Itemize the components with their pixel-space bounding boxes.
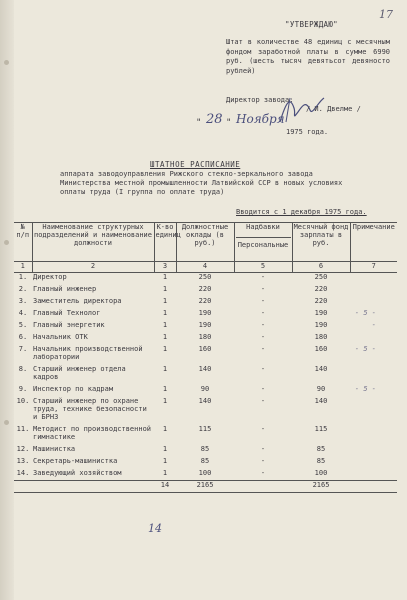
row-note-mark: - 5 - [354,308,376,317]
director-name: / И. Двелме / [306,105,361,113]
column-number: 7 [350,262,397,273]
row-count: 1 [162,296,168,305]
row-position: Инспектор по кадрам [33,384,114,393]
row-count: 1 [162,456,168,465]
header-index: № п/п [14,223,32,262]
row-salary: 220 [198,296,212,305]
row-bonus: - [260,284,266,293]
row-note-mark [350,457,377,469]
table-row [14,285,397,297]
table-row [14,345,397,365]
column-number: 4 [176,262,234,273]
punch-hole [4,60,9,65]
row-position: Главный инженер [33,284,97,293]
row-position: Заведующий хозяйством [33,468,122,477]
row-salary: 190 [198,320,212,329]
row-fund: 85 [316,456,326,465]
row-salary: 190 [198,308,212,317]
row-index: 9. [18,384,28,393]
row-position: Главный энергетик [33,320,105,329]
row-position: Главный Технолог [33,308,101,317]
row-salary: 220 [198,284,212,293]
row-position: Заместитель директора [33,296,122,305]
row-note-mark [350,297,377,309]
table-row [14,457,397,469]
row-salary: 85 [200,444,210,453]
handwritten-mark: 14 [148,522,162,535]
row-index: 4. [18,308,28,317]
row-count: 1 [162,273,168,281]
row-bonus: - [260,456,266,465]
document-title: ШТАТНОЕ РАСПИСАНИЕ [150,160,241,169]
row-fund: 250 [314,273,328,281]
row-note-mark: - 5 - [354,384,376,393]
table-row [14,385,397,397]
row-bonus: - [260,444,266,453]
row-fund: 220 [314,296,328,305]
column-number: 1 [14,262,32,273]
row-fund: 140 [314,364,328,373]
row-bonus: - [260,424,266,433]
header-fund: Месячный фонд зарплаты в руб. [292,223,350,262]
row-index: 5. [18,320,28,329]
row-index: 11. [16,424,30,433]
total-fund: 2165 [292,481,350,493]
folio-number: 17 [379,8,393,21]
row-index: 7. [18,344,28,353]
binding-strip [0,0,14,600]
row-count: 1 [162,384,168,393]
row-note-mark [350,365,377,385]
row-fund: 180 [314,332,328,341]
row-bonus: - [260,344,266,353]
staff-table [14,222,397,493]
document-subtitle: аппарата заводоуправления Рижского стекло-зеркального завода Министерства местной промышленности Латвийской ССР в новых условиях оплаты труда (I группа по оплате труда) [60,170,343,196]
row-index: 13. [16,456,30,465]
header-bonus-sub: Персональные [236,237,291,249]
row-position: Директор [33,273,67,281]
quote-mark: " [226,118,232,128]
approval-title: "УТВЕРЖДАЮ" [285,20,338,29]
table-row [14,469,397,481]
row-position: Машинистка [33,444,76,453]
row-index: 14. [16,468,30,477]
quote-mark: " [196,118,202,128]
row-index: 12. [16,444,30,453]
row-salary: 250 [198,273,212,281]
row-salary: 180 [198,332,212,341]
row-position: Старший инженер по охране труда, технике безопасности и БРНЗ [33,396,147,421]
row-note-mark [350,425,377,445]
total-count: 14 [154,481,176,493]
table-row [14,273,397,285]
total-row [14,481,397,493]
row-count: 1 [162,284,168,293]
row-index: 3. [18,296,28,305]
director-label: Директор завода: [226,96,294,104]
row-fund: 140 [314,396,328,405]
row-index: 10. [16,396,30,405]
date-month: Ноября [236,112,285,126]
row-fund: 115 [314,424,328,433]
table-row [14,309,397,321]
table-row [14,397,397,425]
row-salary: 115 [198,424,212,433]
row-note-mark: - 5 - [354,344,376,353]
row-count: 1 [162,468,168,477]
row-index: 6. [18,332,28,341]
table-row [14,445,397,457]
column-number: 6 [292,262,350,273]
table-row [14,321,397,333]
approval-date [196,105,396,138]
row-fund: 100 [314,468,328,477]
row-fund: 220 [314,284,328,293]
punch-hole [4,420,9,425]
row-note-mark [350,285,377,297]
row-salary: 100 [198,468,212,477]
punch-hole [4,240,9,245]
header-count: К-во единиц [154,223,176,262]
row-bonus: - [260,320,266,329]
row-fund: 90 [316,384,326,393]
date-day: 28 [206,112,223,127]
header-bonus [234,223,292,262]
row-count: 1 [162,308,168,317]
row-bonus: - [260,273,266,281]
row-salary: 140 [198,364,212,373]
header-note: Примечание [350,223,397,262]
effective-date-line: Вводится с 1 декабря 1975 года. [236,208,367,216]
column-number: 2 [32,262,154,273]
date-year: 1975 года. [286,128,329,136]
row-bonus: - [260,332,266,341]
column-number: 5 [234,262,292,273]
row-note-mark: - [371,320,376,329]
row-position: Старший инженер отдела кадров [33,364,126,381]
row-count: 1 [162,344,168,353]
row-salary: 90 [200,384,210,393]
row-bonus: - [260,396,266,405]
column-number: 3 [154,262,176,273]
row-position: Методист по производственной гимнастике [33,424,152,441]
approval-text: Штат в количестве 48 единиц с месячным фондом заработной платы в сумме 6990 руб. (шесть тысяч девятьсот девяносто рублей) [226,38,390,75]
row-index: 1. [18,273,28,281]
row-note-mark [350,273,377,285]
row-fund: 85 [316,444,326,453]
row-note-mark [350,445,377,457]
row-index: 2. [18,284,28,293]
table-row [14,365,397,385]
row-note-mark [350,397,377,425]
row-count: 1 [162,364,168,373]
row-fund: 160 [314,344,328,353]
row-position: Начальник производственной лаборатории [33,344,143,361]
row-bonus: - [260,384,266,393]
row-salary: 140 [198,396,212,405]
row-count: 1 [162,332,168,341]
row-bonus: - [260,364,266,373]
row-bonus: - [260,468,266,477]
row-position: Секретарь-машинистка [33,456,118,465]
row-salary: 160 [198,344,212,353]
row-count: 1 [162,396,168,405]
row-salary: 85 [200,456,210,465]
row-index: 8. [18,364,28,373]
header-bonus-label: Надбавки [246,223,280,231]
total-salary: 2165 [176,481,234,493]
row-bonus: - [260,296,266,305]
row-fund: 190 [314,320,328,329]
row-fund: 190 [314,308,328,317]
row-count: 1 [162,424,168,433]
header-name: Наименование структурных подразделений и наименование должности [32,223,154,262]
table-row [14,425,397,445]
row-count: 1 [162,320,168,329]
row-count: 1 [162,444,168,453]
column-numbers-row [14,262,397,273]
table-row [14,297,397,309]
staff-rows [14,273,397,481]
table-row [14,333,397,345]
header-salary: Должностные оклады (в руб.) [176,223,234,262]
row-bonus: - [260,308,266,317]
row-note-mark [350,333,377,345]
row-note-mark [350,469,377,481]
row-position: Начальник ОТК [33,332,88,341]
